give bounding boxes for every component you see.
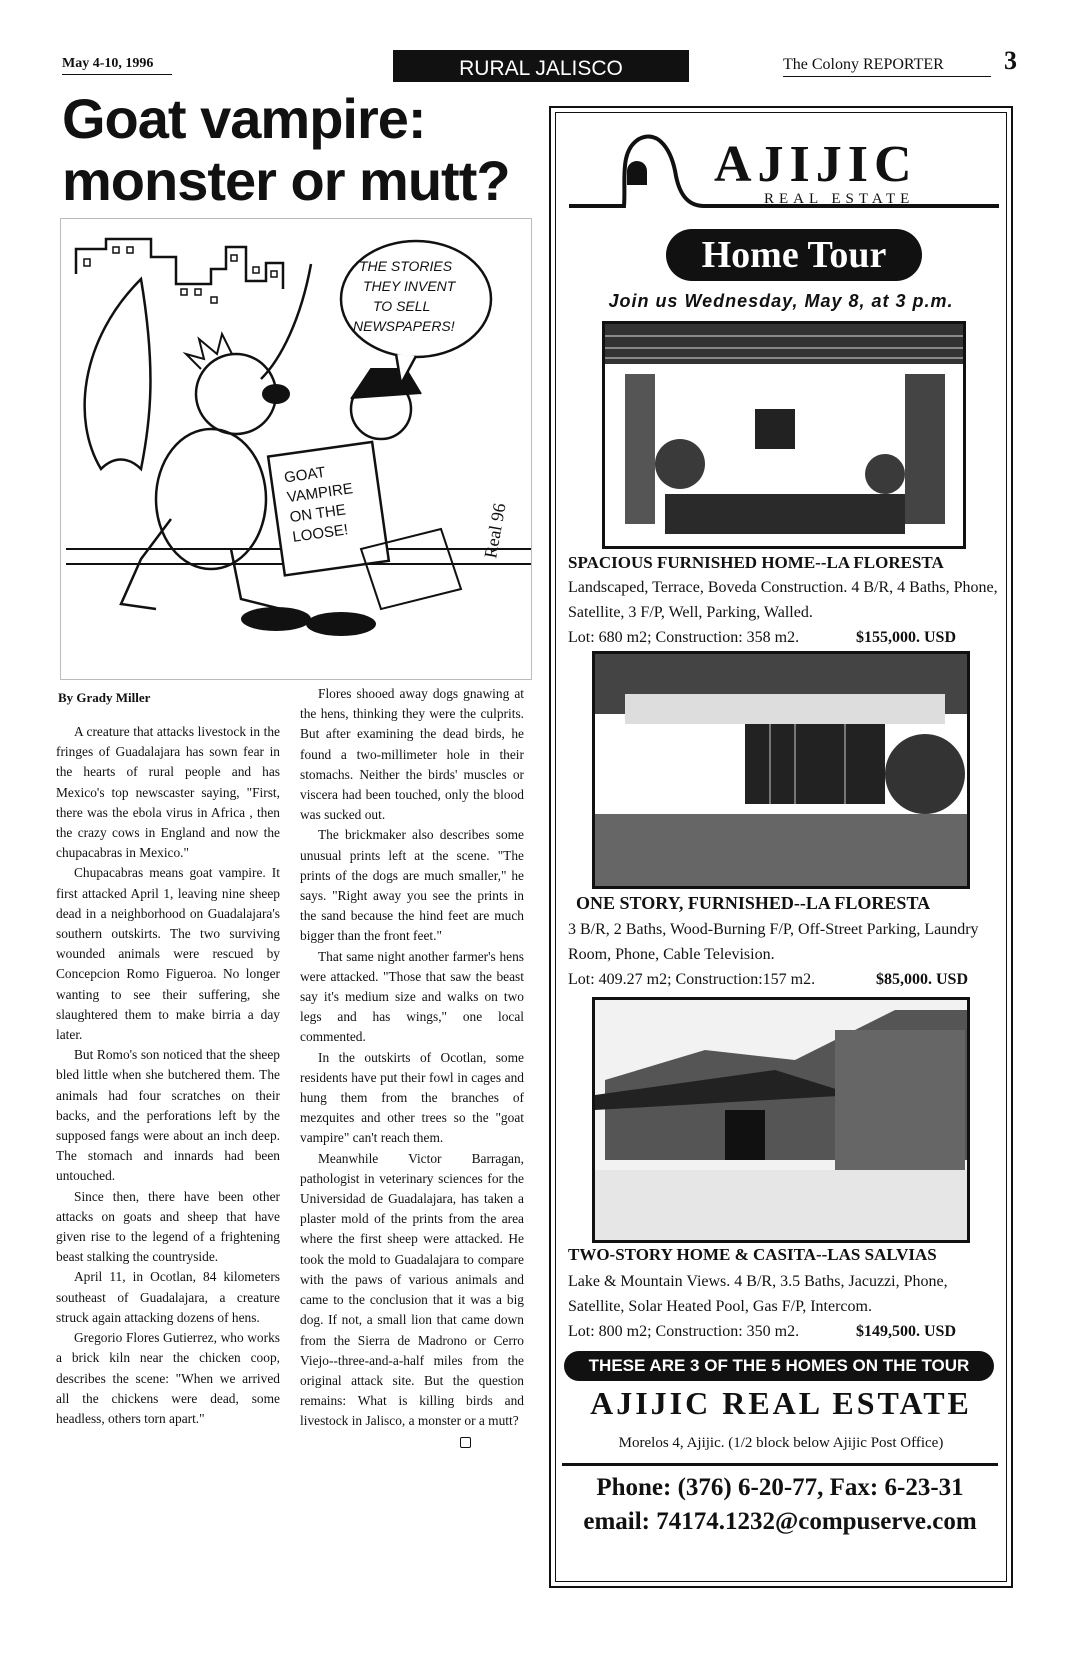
cartoon-paper-line-4: LOOSE!: [291, 521, 350, 546]
paragraph: A creature that attacks livestock in the fringes of Guadalajara has sown fear in the hearts of rural people and has Mexico's top newscaster saying, "First, there was the ebola virus in Africa , then the crazy cows in England and now the chupacabras in Mexico.": [56, 724, 280, 861]
cartoon-illustration: [60, 218, 532, 680]
paragraph: April 11, in Ocotlan, 84 kilometers southeast of Guadalajara, a creature struck again attacking dozens of hens.: [56, 1269, 280, 1325]
paragraph: Chupacabras means goat vampire. It first attacked April 1, leaving nine sheep dead in a neighborhood on Guadalajara's southern outskirts. The two surviving wounded animals were rescued by Concepcion Romo Figueroa. No longer wanting to see their suffering, she slaughtered them to make birria a day later.: [56, 865, 280, 1043]
article-column-1: [56, 722, 280, 1429]
tour-banner: THESE ARE 3 OF THE 5 HOMES ON THE TOUR: [564, 1351, 994, 1381]
listing-photo-house: [592, 997, 970, 1243]
headline: Goat vampire: monster or mutt?: [62, 87, 510, 212]
ad-brand-sub: REAL ESTATE: [764, 191, 915, 207]
paragraph: In the outskirts of Ocotlan, some residents have put their fowl in cages and hung them from the branches of mezquites and other trees so the "goat vampire" can't reach them.: [300, 1049, 524, 1146]
speech-line-1: THE STORIES: [359, 258, 453, 274]
speech-line-2: THEY INVENT: [363, 278, 456, 294]
end-of-story-mark: [460, 1437, 471, 1448]
paragraph: Gregorio Flores Gutierrez, who works a brick kiln near the chicken coop, describes the scene: "When we arrived all the chickens were dead, some headless, others torn apart.": [56, 1330, 280, 1426]
newspaper-name: The Colony REPORTER: [783, 56, 991, 77]
cartoon-paper-line-1: GOAT: [283, 463, 327, 487]
ad-brand-footer: AJIJIC REAL ESTATE: [590, 1385, 972, 1421]
paragraph: The brickmaker also describes some unusual prints left at the scene. "The prints of the dogs are much smaller," he says. "Right away you see the prints in the sand because the hind feet are much bigger than the front feet.": [300, 827, 524, 944]
speech-line-3: TO SELL: [373, 298, 431, 314]
page-number: 3: [1004, 46, 1017, 75]
listing-2-title: ONE STORY, FURNISHED--LA FLORESTA: [576, 893, 931, 913]
listing-photo-interior: [602, 321, 966, 549]
cartoon-paper-line-2: VAMPIRE: [285, 480, 355, 507]
contact-box: [562, 1463, 998, 1546]
listing-1-title: SPACIOUS FURNISHED HOME--LA FLORESTA: [568, 553, 944, 572]
ad-phone: Phone: (376) 6-20-77, Fax: 6-23-31: [596, 1474, 964, 1501]
issue-date: May 4-10, 1996: [62, 56, 172, 75]
section-label: RURAL JALISCO: [393, 50, 689, 82]
byline: By Grady Miller: [58, 690, 151, 705]
listing-photo-patio: [592, 651, 970, 889]
listing-1-lot: Lot: 680 m2; Construction: 358 m2.: [568, 629, 800, 646]
listing-1-price: $155,000. USD: [856, 629, 957, 646]
paragraph: That same night another farmer's hens were attacked. "Those that saw the beast say it's medium size and walks on two legs and has wings," one local commented.: [300, 948, 524, 1045]
listing-2-lot: Lot: 409.27 m2; Construction:157 m2.: [568, 971, 816, 988]
ajijic-logo: [564, 121, 1004, 216]
listing-3-title: TWO-STORY HOME & CASITA--LAS SALVIAS: [568, 1245, 937, 1264]
listing-3-price: $149,500. USD: [856, 1323, 957, 1340]
cartoon-signature: Real 96: [480, 501, 510, 560]
speech-line-4: NEWSPAPERS!: [353, 318, 455, 334]
listing-3-lot: Lot: 800 m2; Construction: 350 m2.: [568, 1323, 800, 1340]
cartoon-paper-line-3: ON THE: [288, 501, 347, 527]
paragraph: Since then, there have been other attacks on goats and sheep that have given rise to the legend of a frightening beast stalking the countryside.: [56, 1188, 280, 1265]
listing-3-details: Lake & Mountain Views. 4 B/R, 3.5 Baths, Jacuzzi, Phone, Satellite, Solar Heated Pool, Gas F/P, Intercom.: [568, 1273, 948, 1315]
real-estate-ad: [549, 106, 1013, 1588]
article-column-2: [300, 684, 524, 1452]
ad-brand: AJIJIC: [714, 136, 918, 193]
skyline-drawing: [76, 239, 283, 289]
listing-1-details: Landscaped, Terrace, Boveda Construction. 4 B/R, 4 Baths, Phone, Satellite, 3 F/P, Well, Parking, Walled.: [568, 579, 998, 621]
ad-address: Morelos 4, Ajijic. (1/2 block below Ajijic Post Office): [618, 1435, 944, 1451]
paragraph: But Romo's son noticed that the sheep bled little when she butchered them. The animals had four scratches on their backs, and the perforations left by the supposed fangs were about an inch deep. The stomach and innards had been untouched.: [56, 1047, 280, 1184]
ad-email[interactable]: email: 74174.1232@compuserve.com: [583, 1508, 977, 1535]
listing-2-details: 3 B/R, 2 Baths, Wood-Burning F/P, Off-Street Parking, Laundry Room, Phone, Cable Television.: [568, 921, 979, 963]
paragraph: Meanwhile Victor Barragan, pathologist in veterinary sciences for the Universidad de Guadalajara, has taken a plaster mold of the prints from the area where the first sheep were attacked. He took the mold to Guadalajara to compare with the paws of various animals and came to the conclusion that it was a big dog. If not, a small lion that came down from the Sierra de Madrono or Cerro Viejo--three-and-a-half miles from the original attack site. But the question remains: What is killing birds and livestock in Jalisco, a monster or a mutt?: [300, 1150, 524, 1429]
listing-2-price: $85,000. USD: [876, 971, 969, 988]
paragraph: Flores shooed away dogs gnawing at the hens, thinking they were the culprits. But after examining the dead birds, he found a two-millimeter hole in their stomachs. Neither the birds' muscles or viscera had been touched, only the blood was sucked out.: [300, 686, 524, 823]
tour-invite: Join us Wednesday, May 8, at 3 p.m.: [608, 291, 954, 311]
home-tour-badge: Home Tour: [666, 229, 922, 281]
